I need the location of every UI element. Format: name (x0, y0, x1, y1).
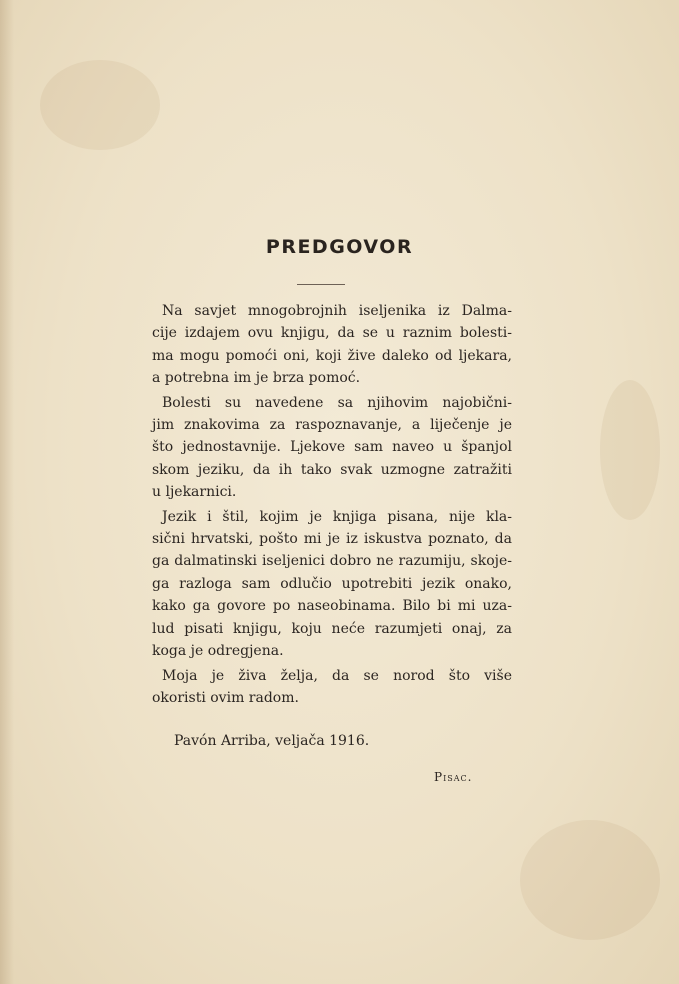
text-line: lud pisati knjigu, koju neće razumjeti onaj, za (152, 620, 512, 637)
text-line: Moja je živa želja, da se norod što više (162, 667, 512, 684)
text-line: Jezik i štil, kojim je knjiga pisana, nije kla- (162, 508, 512, 525)
paper-stain (600, 380, 660, 520)
paragraph (152, 300, 512, 390)
text-line: cije izdajem ovu knjigu, da se u raznim bolesti- (152, 325, 512, 342)
text-line: u ljekarnici. (152, 484, 237, 501)
preface-body (152, 300, 512, 711)
text-line: jim znakovima za raspoznavanje, a liječenje je (152, 417, 512, 434)
paper-stain (40, 60, 160, 150)
paragraph (152, 665, 512, 710)
paragraph (152, 506, 512, 663)
text-line: što jednostavnije. Ljekove sam naveo u španjol (152, 439, 512, 456)
text-line: ma mogu pomoći oni, koji žive daleko od ljekara, (152, 347, 512, 364)
paper-stain (520, 820, 660, 940)
text-line: Na savjet mnogobrojnih iseljenika iz Dalma- (162, 303, 512, 319)
place-date: Pavón Arriba, veljača 1916. (174, 733, 370, 749)
text-line: kako ga govore po naseobinama. Bilo bi mi uza- (152, 598, 512, 615)
text-line: ga dalmatinski iseljenici dobro ne razumiju, skoje- (152, 553, 512, 570)
page-edge-shadow (0, 0, 14, 984)
text-line: ga razloga sam odlučio upotrebiti jezik onako, (152, 575, 512, 592)
text-line: sični hrvatski, pošto mi je iz iskustva poznato, da (152, 531, 512, 548)
title-rule (297, 284, 345, 285)
text-line: skom jeziku, da ih tako svak uzmogne zatražiti (152, 461, 512, 478)
text-line: okoristi ovim radom. (152, 689, 299, 706)
paragraph (152, 392, 512, 504)
text-line: Bolesti su navedene sa njihovim najobični- (162, 394, 512, 411)
text-line: koga je odregjena. (152, 643, 284, 660)
text-line: a potrebna im je brza pomoć. (152, 370, 361, 387)
page-title: PREDGOVOR (265, 236, 414, 258)
signature: Pisac. (434, 770, 473, 784)
